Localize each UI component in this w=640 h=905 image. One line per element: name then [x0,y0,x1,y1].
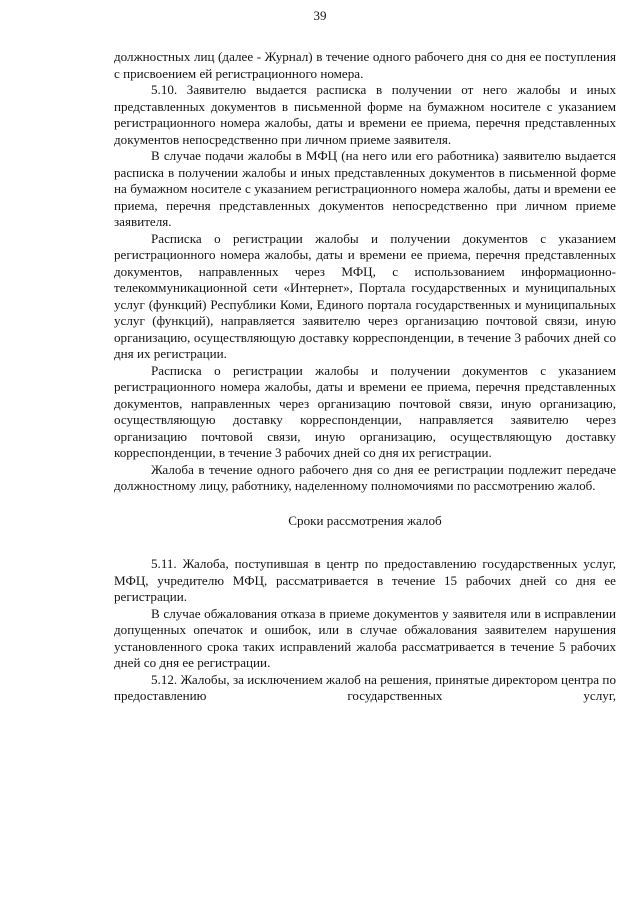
paragraph: Жалоба в течение одного рабочего дня со дня ее регистрации подлежит передаче должностному лицу, работнику, наделенному полномочиями по рассмотрению жалоб. [114,461,616,493]
page-number: 39 [313,8,327,23]
paragraph: В случае обжалования отказа в приеме документов у заявителя или в исправлении допущенных опечаток и ошибок, или в случае обжалования заявителем нарушения установленного срока таких исправлений жалоба рассматривается в течение 5 рабочих дней со дня ее регистрации. [114,605,616,670]
paragraph: 5.11. Жалоба, поступившая в центр по предоставлению государственных услуг, МФЦ, учредителю МФЦ, рассматривается в течение 15 рабочих дней со дня ее регистрации. [114,556,616,604]
paragraph: 5.12. Жалобы, за исключением жалоб на решения, принятые директором центра по предоставлению государственных услуг, [114,671,616,703]
section-heading: Сроки рассмотрения жалоб [288,512,442,528]
paragraph: должностных лиц (далее - Журнал) в течение одного рабочего дня со дня ее поступления с присвоением ей регистрационного номера. [114,49,616,81]
paragraph: В случае подачи жалобы в МФЦ (на него или его работника) заявителю выдается расписка в получении жалобы и иных представленных документов в письменной форме на бумажном носителе с указанием регистрационного номера жалобы, даты и времени ее приема, перечня представленных документов непосредственно при личном приеме заявителя. [114,148,616,229]
document-body [114,49,616,705]
paragraph: Расписка о регистрации жалобы и получении документов с указанием регистрационного номера жалобы, даты и времени ее приема, перечня представленных документов, направленных через организацию почтовой связи, иную организацию, осуществляющую доставку корреспонденции, направляется заявителю через организацию почтовой связи, иную организацию, осуществляющую доставку корреспонденции, в течение 3 рабочих дней со дня их регистрации. [114,362,616,460]
paragraph: 5.10. Заявителю выдается расписка в получении от него жалобы и иных представленных документов в письменной форме на бумажном носителе с указанием регистрационного номера жалобы, даты и времени ее приема, перечня представленных документов непосредственно при личном приеме заявителя. [114,82,616,147]
paragraph: Расписка о регистрации жалобы и получении документов с указанием регистрационного номера жалобы, даты и времени ее приема, перечня представленных документов, направленных через МФЦ, с использованием информационно-телекоммуникационной сети «Интернет», Портала государственных и муниципальных услуг (функций) Республики Коми, Единого портала государственных и муниципальных услуг (функций), направляется заявителю через организацию почтовой связи, иную организацию, осуществляющую доставку корреспонденции, в течение 3 рабочих дней со дня их регистрации. [114,230,616,361]
